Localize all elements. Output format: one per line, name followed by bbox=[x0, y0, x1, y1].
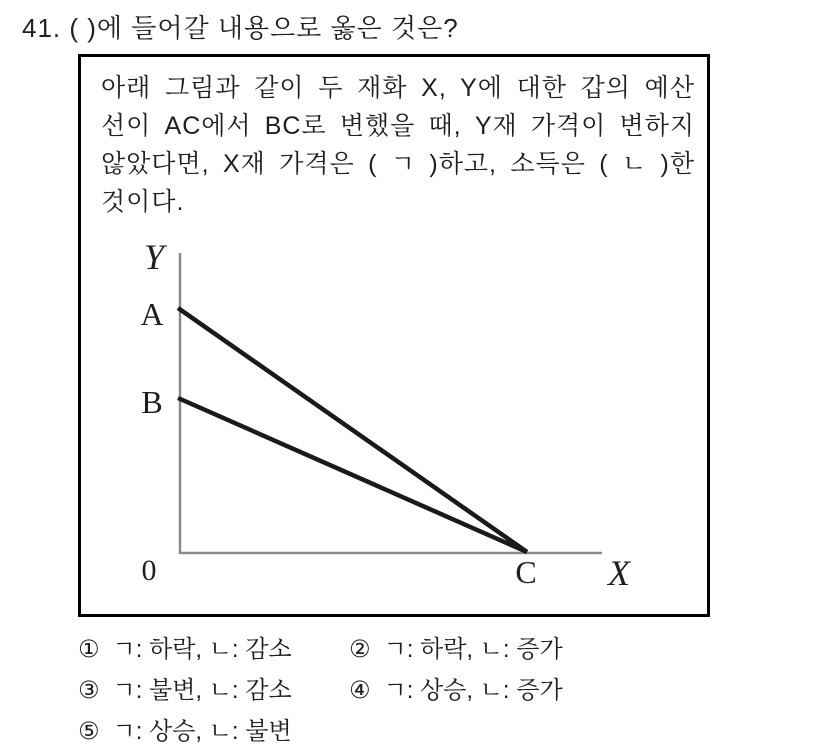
question-box bbox=[78, 54, 710, 617]
question-text-line: 것이다. bbox=[101, 188, 185, 216]
answer-options bbox=[78, 629, 718, 752]
options-row-2 bbox=[78, 670, 718, 711]
option-5-number: ⑤ bbox=[78, 718, 100, 745]
budget-line-bc bbox=[178, 398, 527, 552]
option-4-number: ④ bbox=[349, 677, 371, 704]
budget-line-graph bbox=[81, 57, 707, 614]
option-4-text: ㄱ: 상승, ㄴ: 증가 bbox=[383, 677, 563, 704]
options-row-1 bbox=[78, 629, 718, 670]
option-2 bbox=[349, 629, 563, 670]
option-2-text: ㄱ: 하락, ㄴ: 증가 bbox=[383, 636, 563, 663]
options-row-3 bbox=[78, 711, 718, 752]
intercept-c-label: C bbox=[515, 554, 537, 590]
intercept-a-label: A bbox=[140, 296, 164, 332]
option-4 bbox=[349, 670, 563, 711]
budget-line-ac bbox=[178, 308, 527, 552]
x-axis-label: X bbox=[608, 553, 630, 593]
option-2-number: ② bbox=[349, 636, 371, 663]
question-text-line: 않았다면, X재 가격은 ( ㄱ )하고, 소득은 ( ㄴ )한 bbox=[101, 150, 695, 178]
question-text-line: 선이 AC에서 BC로 변했을 때, Y재 가격이 변하지 bbox=[101, 112, 695, 140]
origin-label: 0 bbox=[141, 554, 157, 587]
y-axis-label: Y bbox=[143, 237, 165, 277]
option-1-number: ① bbox=[78, 636, 100, 663]
option-5-text: ㄱ: 상승, ㄴ: 불변 bbox=[112, 718, 292, 745]
option-3 bbox=[78, 670, 292, 711]
option-3-number: ③ bbox=[78, 677, 100, 704]
question-title: 41. ( )에 들어갈 내용으로 옳은 것은? bbox=[22, 13, 459, 43]
intercept-b-label: B bbox=[141, 384, 163, 420]
option-5 bbox=[78, 711, 292, 752]
question-text-line: 아래 그림과 같이 두 재화 X, Y에 대한 갑의 예산 bbox=[101, 74, 695, 102]
option-3-text: ㄱ: 불변, ㄴ: 감소 bbox=[112, 677, 292, 704]
option-1 bbox=[78, 629, 292, 670]
option-1-text: ㄱ: 하락, ㄴ: 감소 bbox=[112, 636, 292, 663]
